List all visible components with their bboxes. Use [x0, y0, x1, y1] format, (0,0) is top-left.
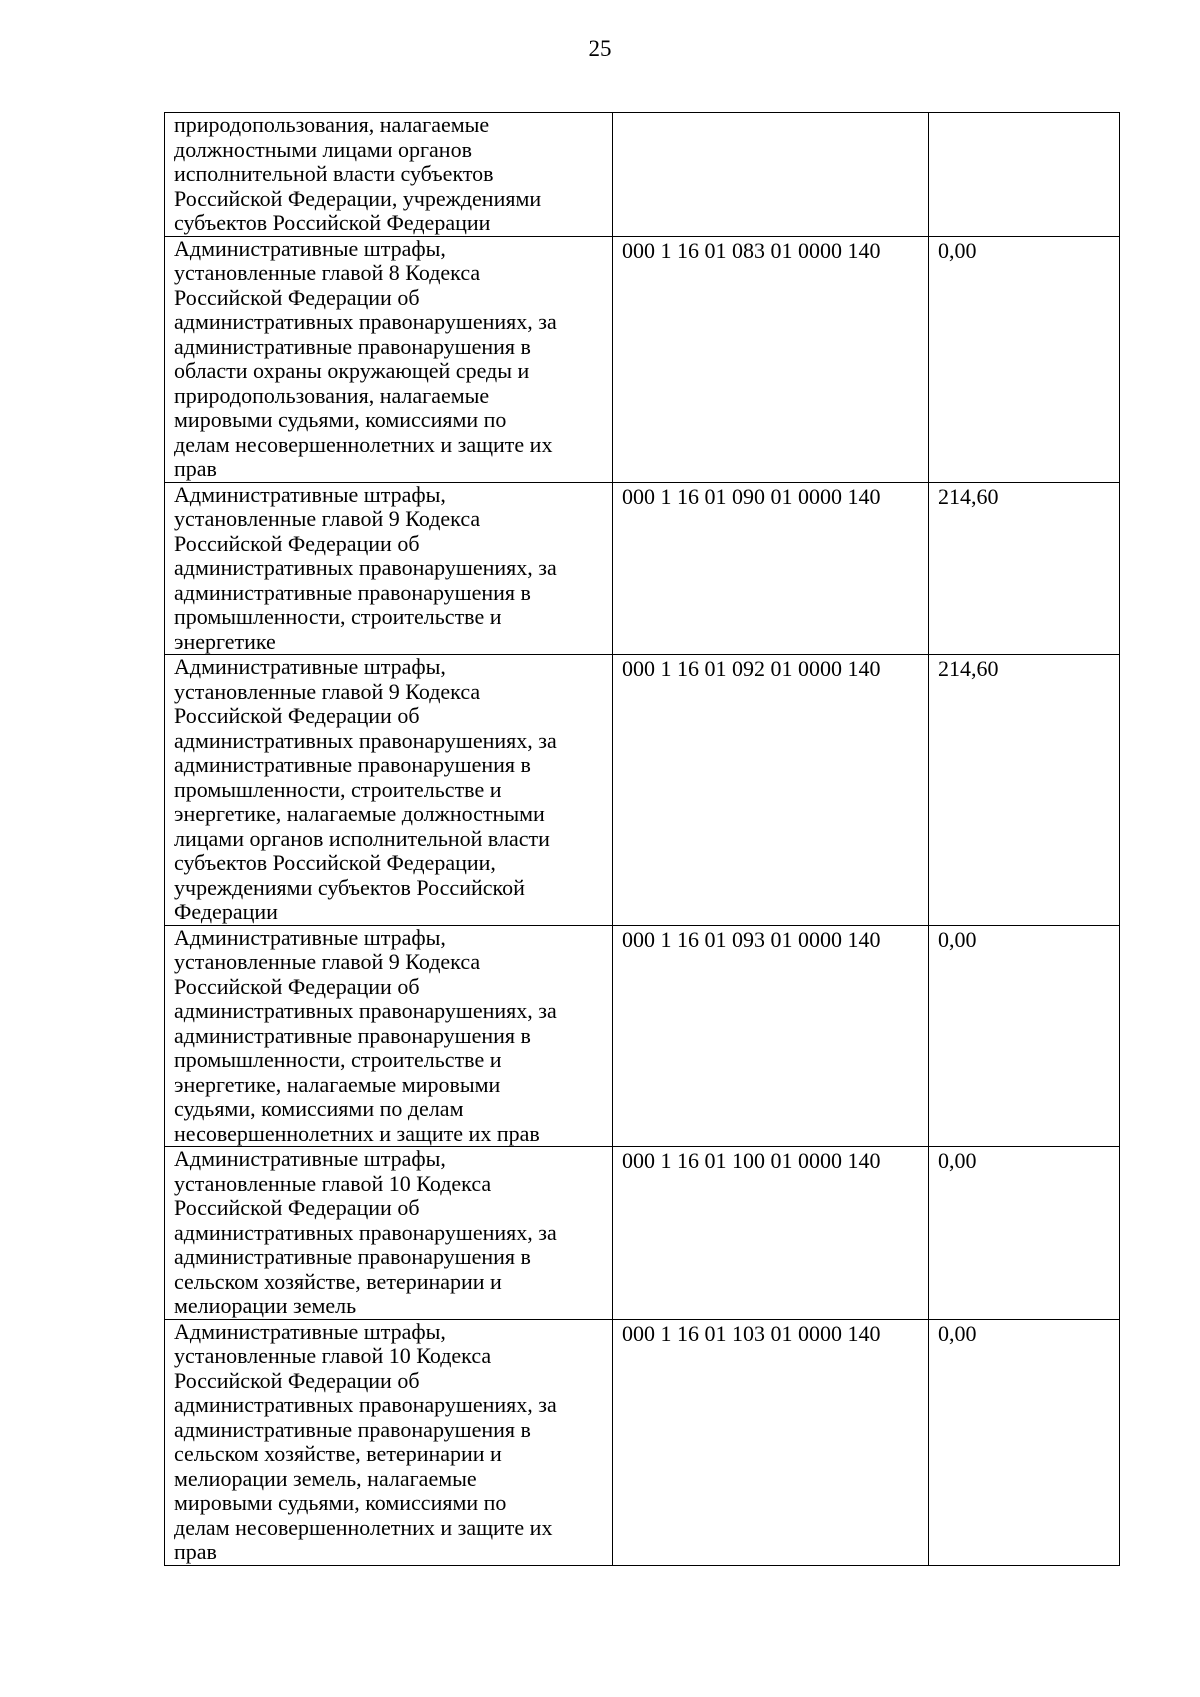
revenue-name-line: мировыми судьями, комиссиями по [174, 407, 507, 432]
revenue-name-cell [165, 1319, 613, 1565]
budget-classification-code-cell: 000 1 16 01 093 01 0000 140 [613, 925, 929, 1147]
revenue-name-line: административные правонарушения в [174, 579, 531, 605]
revenue-name-line: прав [174, 456, 217, 481]
table-body [165, 113, 1120, 1566]
revenue-name-line: промышленности, строительстве и [174, 776, 502, 802]
revenue-name-line: административных правонарушениях, за [174, 998, 557, 1023]
revenue-name-line: установленные главой 9 Кодекса [174, 949, 481, 974]
amount-cell: 0,00 [929, 236, 1120, 482]
table-row [165, 925, 1120, 1147]
revenue-name-line: энергетике, налагаемые мировыми [174, 1071, 501, 1097]
revenue-name-line: сельском хозяйстве, ветеринарии и [174, 1441, 502, 1466]
revenue-name-line: Федерации [174, 899, 278, 924]
revenue-name-line: административных правонарушениях, за [174, 1219, 557, 1245]
budget-classification-code-cell: 000 1 16 01 092 01 0000 140 [613, 655, 929, 926]
revenue-name-cell [165, 925, 613, 1147]
revenue-name-line: природопользования, налагаемые [174, 382, 490, 408]
revenue-name-line: мелиорации земель, налагаемые [174, 1465, 477, 1491]
revenue-name-line: Российской Федерации об [174, 973, 420, 999]
revenue-name-line: мировыми судьями, комиссиями по [174, 1490, 507, 1515]
revenue-name-line: Административные штрафы, [174, 654, 446, 679]
revenue-name-line: должностными лицами органов [174, 136, 472, 162]
revenue-name-line: Российской Федерации, учреждениями [174, 185, 542, 211]
amount-cell: 214,60 [929, 482, 1120, 655]
budget-classification-code-cell: 000 1 16 01 083 01 0000 140 [613, 236, 929, 482]
revenue-name-line: делам несовершеннолетних и защите их [174, 1514, 553, 1540]
revenue-name-line: субъектов Российской Федерации [174, 210, 491, 235]
revenue-name-line: административных правонарушениях, за [174, 309, 557, 334]
revenue-name-line: исполнительной власти субъектов [174, 161, 494, 186]
revenue-name-line: промышленности, строительстве и [174, 604, 502, 629]
amount-cell: 0,00 [929, 1319, 1120, 1565]
budget-classification-code-cell [613, 113, 929, 237]
budget-classification-code-cell: 000 1 16 01 090 01 0000 140 [613, 482, 929, 655]
revenue-name-line: административных правонарушениях, за [174, 1392, 557, 1417]
page-number: 25 [588, 36, 612, 61]
revenue-name-line: установленные главой 8 Кодекса [174, 260, 481, 285]
table-row [165, 113, 1120, 237]
table-row [165, 236, 1120, 482]
revenue-name-line: прав [174, 1539, 217, 1564]
revenue-name-line: Административные штрафы, [174, 481, 446, 507]
revenue-name-line: административных правонарушениях, за [174, 555, 557, 580]
revenue-name-line: промышленности, строительстве и [174, 1047, 502, 1072]
revenue-name-line: Российской Федерации об [174, 1367, 420, 1393]
revenue-name-line: Административные штрафы, [174, 924, 446, 950]
revenue-name-line: установленные главой 9 Кодекса [174, 678, 481, 704]
revenue-name-line: учреждениями субъектов Российской [174, 874, 525, 900]
revenue-name-line: несовершеннолетних и защите их прав [174, 1120, 540, 1146]
revenue-name-line: административные правонарушения в [174, 1022, 531, 1048]
revenue-name-cell [165, 113, 613, 237]
revenue-name-line: установленные главой 9 Кодекса [174, 506, 481, 531]
revenue-name-line: Российской Федерации об [174, 1195, 420, 1220]
revenue-name-line: субъектов Российской Федерации, [174, 850, 496, 875]
revenue-name-line: административных правонарушениях, за [174, 727, 557, 753]
revenue-name-line: Российской Федерации об [174, 530, 420, 556]
revenue-name-line: установленные главой 10 Кодекса [174, 1343, 492, 1368]
amount-cell: 214,60 [929, 655, 1120, 926]
revenue-name-line: делам несовершеннолетних и защите их [174, 431, 553, 457]
revenue-name-line: лицами органов исполнительной власти [174, 825, 550, 851]
table-row [165, 482, 1120, 655]
revenue-name-cell [165, 1147, 613, 1320]
revenue-name-cell [165, 655, 613, 926]
budget-classification-code-cell: 000 1 16 01 103 01 0000 140 [613, 1319, 929, 1565]
revenue-name-line: энергетике, налагаемые должностными [174, 801, 545, 826]
revenue-name-line: административные правонарушения в [174, 1244, 531, 1269]
budget-classification-code-cell: 000 1 16 01 100 01 0000 140 [613, 1147, 929, 1320]
table-row [165, 655, 1120, 926]
amount-cell [929, 113, 1120, 237]
amount-cell: 0,00 [929, 925, 1120, 1147]
revenue-name-line: Российской Федерации об [174, 703, 420, 728]
revenue-name-line: природопользования, налагаемые [174, 112, 490, 137]
revenue-name-cell [165, 236, 613, 482]
revenue-name-line: Административные штрафы, [174, 235, 446, 261]
revenue-name-line: установленные главой 10 Кодекса [174, 1170, 492, 1196]
revenue-name-line: области охраны окружающей среды и [174, 358, 530, 383]
table-row [165, 1147, 1120, 1320]
revenue-name-line: сельском хозяйстве, ветеринарии и [174, 1268, 502, 1294]
revenue-name-cell [165, 482, 613, 655]
revenue-name-line: Административные штрафы, [174, 1318, 446, 1344]
revenue-name-line: административные правонарушения в [174, 333, 531, 359]
amount-cell: 0,00 [929, 1147, 1120, 1320]
revenue-name-line: административные правонарушения в [174, 1416, 531, 1442]
revenue-name-line: административные правонарушения в [174, 752, 531, 777]
revenue-name-line: Российской Федерации об [174, 284, 420, 310]
revenue-name-line: судьями, комиссиями по делам [174, 1096, 464, 1121]
table-row [165, 1319, 1120, 1565]
revenue-name-line: энергетике [174, 628, 276, 654]
revenue-name-line: Административные штрафы, [174, 1146, 446, 1171]
revenue-name-line: мелиорации земель [174, 1293, 357, 1318]
budget-revenue-table [164, 112, 1120, 1566]
